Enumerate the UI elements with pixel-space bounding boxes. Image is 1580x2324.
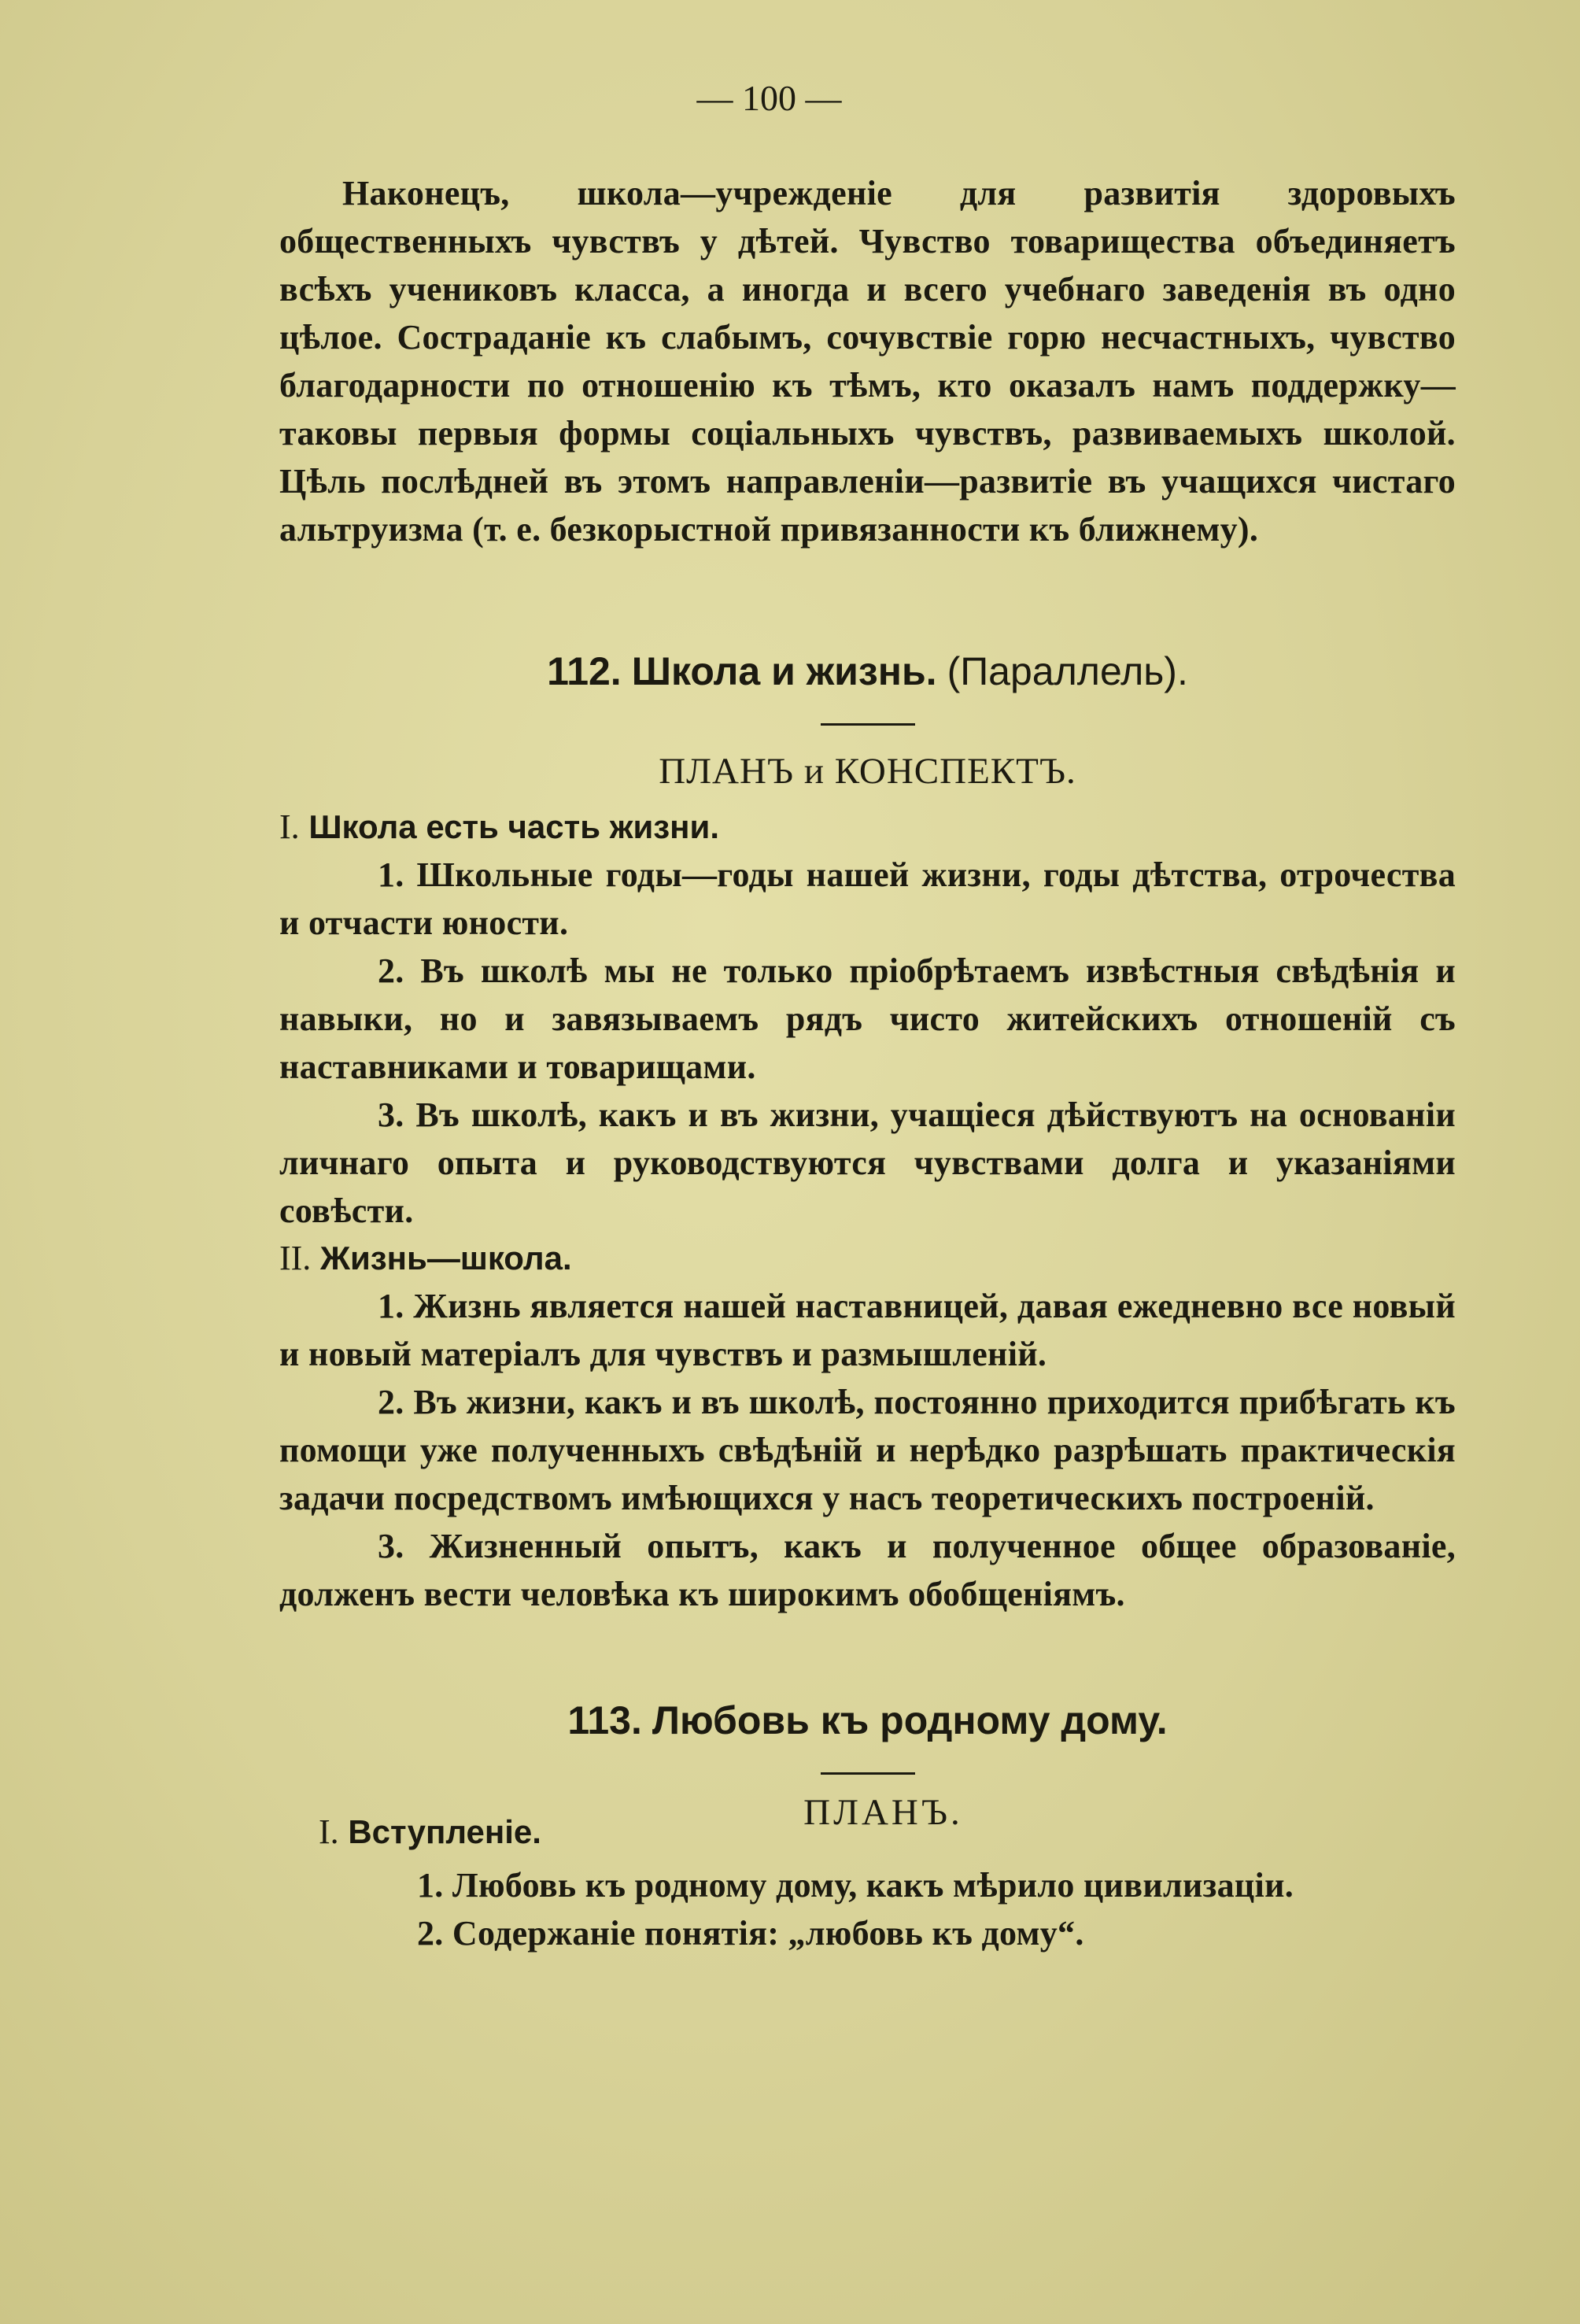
plan-point: 3. Въ школѣ, какъ и въ жизни, учащіеся дѣйствуютъ на основаніи личнаго опыта и руководствуются чувствами долга и указаніями совѣсти.: [279, 1095, 1456, 1230]
section-112-number: 112.: [547, 649, 622, 693]
section-112-subtitle: (Параллель).: [947, 649, 1188, 693]
section-112-part-1: [279, 804, 1456, 1235]
plan-point: 1. Любовь къ родному дому, какъ мѣрило цивилизаціи.: [417, 1866, 1294, 1905]
section-112-part-2: [279, 1235, 1456, 1618]
section-112-title: Школа и жизнь.: [631, 649, 937, 693]
part-heading: [279, 804, 1456, 851]
part-roman-numeral: I.: [319, 1812, 339, 1851]
page-number: — 100 —: [696, 78, 842, 118]
part-title: Вступленіе.: [348, 1813, 541, 1850]
part-roman-numeral: I.: [279, 807, 300, 846]
part-heading: [279, 1235, 1456, 1282]
book-page: [279, 71, 1456, 1957]
plan-point: 2. Въ школѣ мы не только пріобрѣтаемъ извѣстныя свѣдѣнія и навыки, но и завязываемъ рядъ чисто житейскихъ отношеній съ наставниками и товарищами.: [279, 951, 1456, 1086]
section-113-divider: [821, 1772, 915, 1775]
section-112-divider: [821, 723, 915, 726]
section-112: [279, 644, 1456, 1618]
section-113-number: 113.: [567, 1698, 642, 1742]
intro-paragraph: Наконецъ, школа—учрежденіе для развитія здоровыхъ общественныхъ чувствъ у дѣтей. Чувство товарищества объединяетъ всѣхъ учениковъ класса, а иногда и всего учебнаго заведенія въ одно цѣлое. Состраданіе къ слабымъ, сочувствіе горю несчастныхъ, чувство благодарности по отношенію къ тѣмъ, кто оказалъ намъ поддержку—таковы первыя формы соціальныхъ чувствъ, развиваемыхъ школой. Цѣль послѣдней въ этомъ направленіи—развитіе въ учащихся чистаго альтруизма (т. е. безкорыстной привязанности къ ближнему).: [279, 174, 1456, 549]
section-113-title: Любовь къ родному дому.: [652, 1698, 1168, 1742]
plan-point: 3. Жизненный опытъ, какъ и полученное общее образованіе, долженъ вести человѣка къ широкимъ обобщеніямъ.: [279, 1527, 1456, 1613]
section-113: [279, 1693, 1456, 1957]
part-heading: [319, 1809, 541, 1856]
part-title: Жизнь—школа.: [319, 1240, 572, 1277]
section-112-plan-heading: ПЛАНЪ и КОНСПЕКТЪ.: [659, 751, 1076, 792]
part-title: Школа есть часть жизни.: [308, 808, 720, 845]
plan-point: 2. Въ жизни, какъ и въ школѣ, постоянно приходится прибѣгать къ помощи уже полученныхъ свѣдѣній и нерѣдко разрѣшать практическія задачи посредствомъ имѣющихся у насъ теоретическихъ построеній.: [279, 1383, 1456, 1517]
plan-point: 2. Содержаніе понятія: „любовь къ дому“.: [417, 1914, 1084, 1953]
section-113-heading: [279, 1693, 1456, 1749]
section-112-heading: [279, 644, 1456, 700]
plan-point: 1. Жизнь является нашей наставницей, давая ежедневно все новый и новый матеріалъ для чувствъ и размышленій.: [279, 1287, 1456, 1373]
section-113-plan-heading: ПЛАНЪ.: [803, 1792, 963, 1833]
part-roman-numeral: II.: [279, 1239, 312, 1277]
plan-point: 1. Школьные годы—годы нашей жизни, годы дѣтства, отрочества и отчасти юности.: [279, 855, 1456, 942]
section-113-plan-row: [279, 1789, 1456, 1851]
